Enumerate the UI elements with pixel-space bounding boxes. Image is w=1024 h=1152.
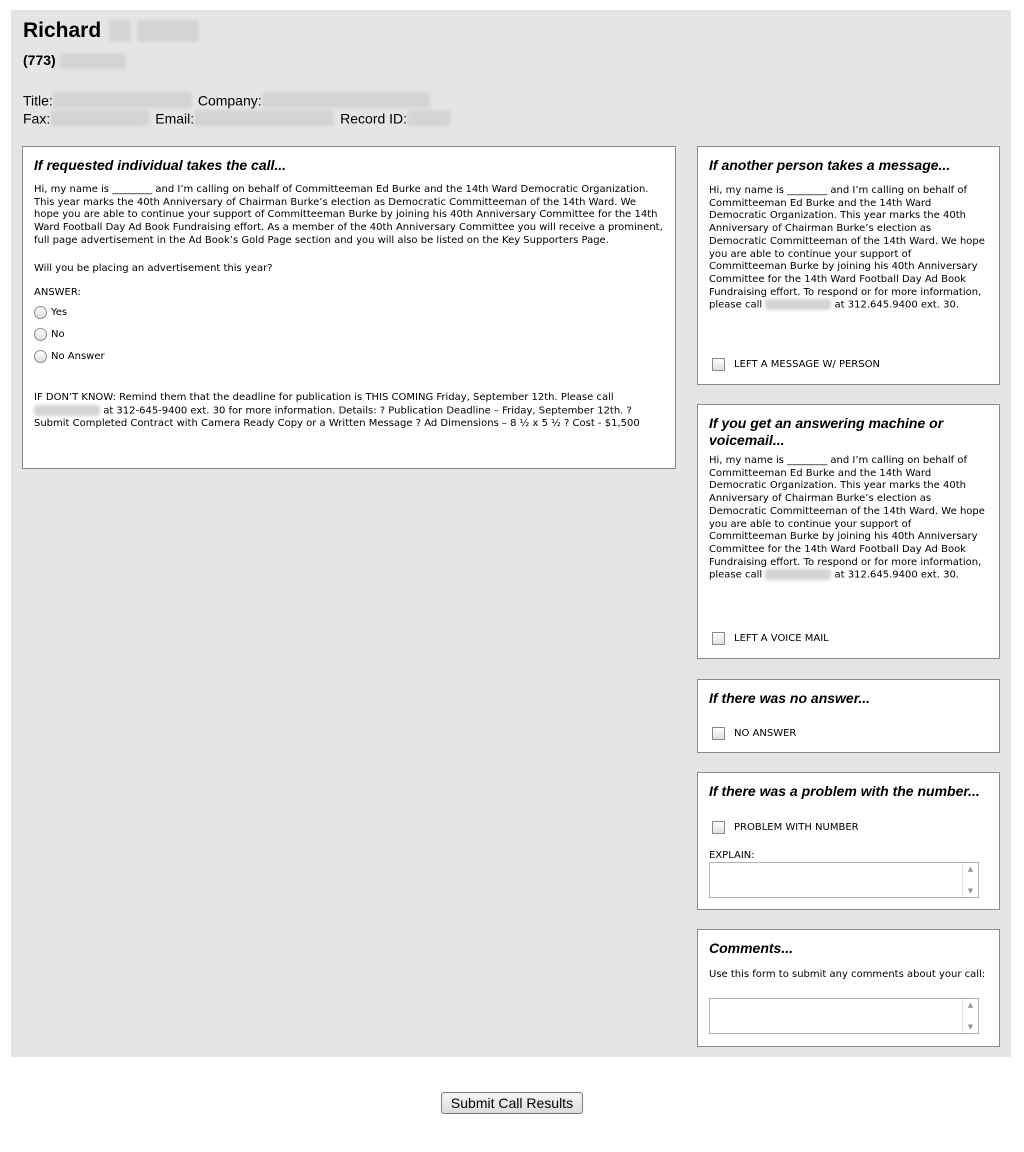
- explain-scrollbar[interactable]: [962, 863, 978, 897]
- explain-label: EXPLAIN:: [709, 850, 755, 861]
- problem-option[interactable]: PROBLEM WITH NUMBER: [712, 821, 859, 834]
- left-message-checkbox[interactable]: [712, 358, 725, 371]
- redacted-title: [53, 92, 192, 108]
- contact-meta-row-2: [23, 108, 451, 127]
- redacted-phone: [60, 53, 126, 69]
- scroll-up-icon[interactable]: ▲: [967, 865, 974, 873]
- contact-name: Richard: [23, 19, 199, 43]
- comments-box: [697, 929, 1000, 1047]
- redacted-caller-name: [765, 569, 831, 580]
- redacted-last-name: [109, 20, 131, 42]
- radio-yes[interactable]: [34, 306, 47, 319]
- redacted-caller-name: [34, 405, 100, 416]
- requested-individual-box: [22, 146, 676, 469]
- requested-individual-heading: If requested individual takes the call...: [34, 157, 287, 173]
- problem-checkbox[interactable]: [712, 821, 725, 834]
- message-box: [697, 146, 1000, 385]
- message-script: Hi, my name is ________ and I’m calling on behalf of Committeeman Ed Burke and the 14th Ward Democratic Organization. This year marks the 40th Anniversary of Chairman Burke’s election as Democratic Committeeman of the 14th Ward. We hope you are able to continue your support of Committeeman Burke by joining his 40th Anniversary Committee for the 14th Ward Football Day Ad Book Fundraising effort. To respond or for more information, please call at 312.645.9400 ext. 30.: [709, 185, 985, 311]
- voicemail-box: [697, 404, 1000, 659]
- answer-label: ANSWER:: [34, 287, 81, 299]
- record-id-label: Record ID:: [340, 110, 408, 127]
- explain-textarea[interactable]: [709, 862, 979, 898]
- comments-scrollbar[interactable]: [962, 999, 978, 1033]
- no-answer-box: [697, 679, 1000, 753]
- contact-meta-row-1: [23, 90, 430, 109]
- voicemail-heading: If you get an answering machine or voicemail...: [709, 415, 944, 448]
- question-text: Will you be placing an advertisement this year?: [34, 262, 273, 274]
- call-script: Hi, my name is ________ and I’m calling on behalf of Committeeman Ed Burke and the 14th Ward Democratic Organization. This year marks the 40th Anniversary of Chairman Burke’s election as Democratic Committeeman of the 14th Ward. We hope you are able to continue your support of Committeeman Burke by joining his 40th Anniversary Committee for the 14th Ward Football Day Ad Book Fundraising effort. As a member of the 40th Anniversary Committee you will receive a prominent, full page advertisement in the Ad Book’s Gold Page section and you will also be listed on the Key Supporters Page.: [34, 184, 663, 246]
- scroll-up-icon[interactable]: ▲: [967, 1001, 974, 1009]
- message-heading: If another person takes a message...: [709, 157, 951, 173]
- radio-no-answer[interactable]: [34, 350, 47, 363]
- left-message-option[interactable]: LEFT A MESSAGE W/ PERSON: [712, 358, 880, 371]
- scroll-down-icon[interactable]: ▼: [967, 1023, 974, 1031]
- contact-phone: (773): [23, 52, 126, 69]
- redacted-record-id: [407, 110, 451, 126]
- comments-textarea[interactable]: [709, 998, 979, 1034]
- redacted-email: [194, 110, 334, 126]
- radio-no[interactable]: [34, 328, 47, 341]
- comments-heading: Comments...: [709, 940, 794, 956]
- answer-option-yes[interactable]: Yes: [34, 302, 664, 324]
- redacted-company: [262, 92, 430, 108]
- company-label: Company:: [197, 92, 262, 109]
- dont-know-text: IF DON’T KNOW: Remind them that the deadline for publication is THIS COMING Friday, September 12th. Please call at 312-645-9400 ext. 30 for more information. Details: ? Publication Deadline – Friday, September 12th. ? Submit Completed Contract with Camera Ready Copy or a Written Message ? Ad Dimensions – 8 ½ x 5 ½ ? Cost - $1,500: [34, 391, 640, 429]
- comments-instructions: Use this form to submit any comments about your call:: [709, 969, 986, 980]
- left-voicemail-checkbox[interactable]: [712, 632, 725, 645]
- title-label: Title:: [23, 92, 53, 109]
- scroll-down-icon[interactable]: ▼: [967, 887, 974, 895]
- submit-call-results-button[interactable]: Submit Call Results: [441, 1092, 583, 1114]
- no-answer-heading: If there was no answer...: [709, 690, 871, 706]
- answer-option-no[interactable]: No: [34, 324, 664, 346]
- redacted-last-name-2: [137, 20, 199, 42]
- left-voicemail-option[interactable]: LEFT A VOICE MAIL: [712, 632, 829, 645]
- email-label: Email:: [155, 110, 195, 127]
- redacted-caller-name: [765, 299, 831, 310]
- no-answer-option[interactable]: NO ANSWER: [712, 727, 796, 740]
- redacted-fax: [50, 110, 149, 126]
- problem-box: [697, 772, 1000, 910]
- no-answer-checkbox[interactable]: [712, 727, 725, 740]
- voicemail-script: Hi, my name is ________ and I’m calling on behalf of Committeeman Ed Burke and the 14th Ward Democratic Organization. This year marks the 40th Anniversary of Chairman Burke’s election as Democratic Committeeman of the 14th Ward. We hope you are able to continue your support of Committeeman Burke by joining his 40th Anniversary Committee for the 14th Ward Football Day Ad Book Fundraising effort. To respond or for more information, please call at 312.645.9400 ext. 30.: [709, 455, 985, 581]
- answer-option-no-answer[interactable]: No Answer: [34, 346, 664, 368]
- fax-label: Fax:: [23, 110, 51, 127]
- problem-heading: If there was a problem with the number...: [709, 783, 980, 799]
